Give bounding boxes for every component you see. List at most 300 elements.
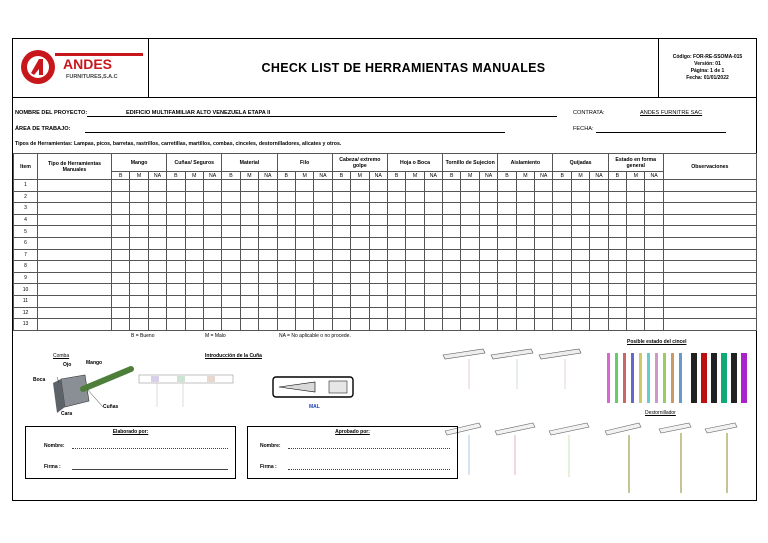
check-cell[interactable] (222, 191, 240, 203)
check-cell[interactable] (222, 319, 240, 331)
check-cell[interactable] (516, 226, 534, 238)
check-cell[interactable] (479, 226, 497, 238)
check-cell[interactable] (590, 203, 608, 215)
check-cell[interactable] (332, 319, 350, 331)
check-cell[interactable] (406, 180, 424, 192)
check-cell[interactable] (535, 284, 553, 296)
check-cell[interactable] (148, 249, 166, 261)
check-cell[interactable] (479, 307, 497, 319)
check-cell[interactable] (185, 295, 203, 307)
check-cell[interactable] (443, 214, 461, 226)
check-cell[interactable] (295, 203, 313, 215)
observation-cell[interactable] (663, 261, 756, 273)
check-cell[interactable] (443, 180, 461, 192)
check-cell[interactable] (277, 307, 295, 319)
tool-type-cell[interactable] (38, 226, 112, 238)
check-cell[interactable] (314, 249, 332, 261)
check-cell[interactable] (112, 307, 130, 319)
check-cell[interactable] (479, 237, 497, 249)
check-cell[interactable] (553, 295, 571, 307)
check-cell[interactable] (627, 203, 645, 215)
check-cell[interactable] (406, 272, 424, 284)
check-cell[interactable] (222, 261, 240, 273)
check-cell[interactable] (498, 226, 516, 238)
check-cell[interactable] (516, 319, 534, 331)
check-cell[interactable] (424, 284, 442, 296)
check-cell[interactable] (130, 295, 148, 307)
check-cell[interactable] (645, 295, 663, 307)
check-cell[interactable] (259, 214, 277, 226)
check-cell[interactable] (185, 272, 203, 284)
check-cell[interactable] (498, 191, 516, 203)
check-cell[interactable] (424, 180, 442, 192)
check-cell[interactable] (167, 261, 185, 273)
check-cell[interactable] (424, 307, 442, 319)
check-cell[interactable] (571, 261, 589, 273)
check-cell[interactable] (332, 307, 350, 319)
check-cell[interactable] (148, 191, 166, 203)
check-cell[interactable] (387, 214, 405, 226)
check-cell[interactable] (314, 180, 332, 192)
check-cell[interactable] (295, 284, 313, 296)
check-cell[interactable] (608, 319, 626, 331)
check-cell[interactable] (240, 203, 258, 215)
check-cell[interactable] (645, 237, 663, 249)
check-cell[interactable] (387, 307, 405, 319)
check-cell[interactable] (498, 214, 516, 226)
check-cell[interactable] (461, 203, 479, 215)
check-cell[interactable] (535, 249, 553, 261)
check-cell[interactable] (203, 249, 221, 261)
tool-type-cell[interactable] (38, 214, 112, 226)
tool-type-cell[interactable] (38, 180, 112, 192)
check-cell[interactable] (516, 214, 534, 226)
check-cell[interactable] (461, 295, 479, 307)
check-cell[interactable] (185, 284, 203, 296)
check-cell[interactable] (424, 295, 442, 307)
check-cell[interactable] (645, 284, 663, 296)
check-cell[interactable] (535, 237, 553, 249)
check-cell[interactable] (351, 319, 369, 331)
check-cell[interactable] (516, 191, 534, 203)
check-cell[interactable] (167, 284, 185, 296)
check-cell[interactable] (571, 249, 589, 261)
check-cell[interactable] (314, 237, 332, 249)
check-cell[interactable] (222, 272, 240, 284)
check-cell[interactable] (387, 249, 405, 261)
aprobado-nombre-line[interactable] (288, 448, 450, 449)
check-cell[interactable] (627, 284, 645, 296)
check-cell[interactable] (277, 319, 295, 331)
check-cell[interactable] (259, 249, 277, 261)
check-cell[interactable] (240, 295, 258, 307)
check-cell[interactable] (112, 261, 130, 273)
check-cell[interactable] (240, 214, 258, 226)
check-cell[interactable] (167, 214, 185, 226)
check-cell[interactable] (369, 180, 387, 192)
check-cell[interactable] (387, 226, 405, 238)
check-cell[interactable] (461, 226, 479, 238)
check-cell[interactable] (461, 214, 479, 226)
check-cell[interactable] (535, 226, 553, 238)
observation-cell[interactable] (663, 180, 756, 192)
check-cell[interactable] (148, 214, 166, 226)
check-cell[interactable] (240, 284, 258, 296)
check-cell[interactable] (277, 261, 295, 273)
check-cell[interactable] (222, 295, 240, 307)
check-cell[interactable] (424, 272, 442, 284)
check-cell[interactable] (461, 307, 479, 319)
check-cell[interactable] (443, 284, 461, 296)
observation-cell[interactable] (663, 307, 756, 319)
elaborado-firma-line[interactable] (72, 469, 228, 470)
check-cell[interactable] (387, 191, 405, 203)
check-cell[interactable] (627, 180, 645, 192)
check-cell[interactable] (590, 295, 608, 307)
check-cell[interactable] (645, 203, 663, 215)
check-cell[interactable] (112, 191, 130, 203)
check-cell[interactable] (479, 180, 497, 192)
check-cell[interactable] (240, 249, 258, 261)
check-cell[interactable] (332, 295, 350, 307)
check-cell[interactable] (387, 319, 405, 331)
tool-type-cell[interactable] (38, 261, 112, 273)
check-cell[interactable] (498, 272, 516, 284)
check-cell[interactable] (295, 261, 313, 273)
check-cell[interactable] (112, 203, 130, 215)
check-cell[interactable] (167, 249, 185, 261)
check-cell[interactable] (351, 191, 369, 203)
observation-cell[interactable] (663, 284, 756, 296)
check-cell[interactable] (112, 295, 130, 307)
check-cell[interactable] (479, 249, 497, 261)
check-cell[interactable] (277, 226, 295, 238)
check-cell[interactable] (608, 226, 626, 238)
observation-cell[interactable] (663, 226, 756, 238)
check-cell[interactable] (351, 307, 369, 319)
check-cell[interactable] (406, 319, 424, 331)
check-cell[interactable] (406, 284, 424, 296)
check-cell[interactable] (461, 319, 479, 331)
check-cell[interactable] (112, 319, 130, 331)
check-cell[interactable] (277, 237, 295, 249)
check-cell[interactable] (406, 203, 424, 215)
check-cell[interactable] (387, 203, 405, 215)
check-cell[interactable] (535, 203, 553, 215)
check-cell[interactable] (590, 272, 608, 284)
check-cell[interactable] (130, 261, 148, 273)
check-cell[interactable] (277, 295, 295, 307)
check-cell[interactable] (424, 249, 442, 261)
check-cell[interactable] (535, 191, 553, 203)
check-cell[interactable] (222, 180, 240, 192)
check-cell[interactable] (295, 249, 313, 261)
check-cell[interactable] (369, 307, 387, 319)
check-cell[interactable] (571, 180, 589, 192)
check-cell[interactable] (387, 295, 405, 307)
check-cell[interactable] (553, 249, 571, 261)
check-cell[interactable] (516, 261, 534, 273)
check-cell[interactable] (240, 226, 258, 238)
check-cell[interactable] (590, 180, 608, 192)
observation-cell[interactable] (663, 319, 756, 331)
check-cell[interactable] (240, 261, 258, 273)
check-cell[interactable] (167, 191, 185, 203)
check-cell[interactable] (112, 237, 130, 249)
check-cell[interactable] (553, 191, 571, 203)
check-cell[interactable] (203, 237, 221, 249)
check-cell[interactable] (571, 307, 589, 319)
observation-cell[interactable] (663, 295, 756, 307)
check-cell[interactable] (259, 191, 277, 203)
check-cell[interactable] (369, 226, 387, 238)
check-cell[interactable] (406, 261, 424, 273)
check-cell[interactable] (535, 214, 553, 226)
check-cell[interactable] (553, 261, 571, 273)
check-cell[interactable] (277, 203, 295, 215)
check-cell[interactable] (516, 295, 534, 307)
check-cell[interactable] (443, 261, 461, 273)
check-cell[interactable] (479, 203, 497, 215)
check-cell[interactable] (608, 237, 626, 249)
check-cell[interactable] (406, 214, 424, 226)
check-cell[interactable] (240, 180, 258, 192)
check-cell[interactable] (185, 307, 203, 319)
check-cell[interactable] (424, 261, 442, 273)
check-cell[interactable] (148, 203, 166, 215)
check-cell[interactable] (369, 249, 387, 261)
observation-cell[interactable] (663, 203, 756, 215)
check-cell[interactable] (516, 203, 534, 215)
check-cell[interactable] (645, 226, 663, 238)
check-cell[interactable] (461, 180, 479, 192)
check-cell[interactable] (461, 284, 479, 296)
check-cell[interactable] (167, 307, 185, 319)
check-cell[interactable] (203, 284, 221, 296)
check-cell[interactable] (130, 307, 148, 319)
check-cell[interactable] (314, 284, 332, 296)
check-cell[interactable] (443, 272, 461, 284)
tool-type-cell[interactable] (38, 307, 112, 319)
check-cell[interactable] (314, 272, 332, 284)
check-cell[interactable] (240, 191, 258, 203)
check-cell[interactable] (332, 214, 350, 226)
check-cell[interactable] (571, 203, 589, 215)
check-cell[interactable] (406, 191, 424, 203)
check-cell[interactable] (130, 180, 148, 192)
check-cell[interactable] (130, 272, 148, 284)
check-cell[interactable] (627, 307, 645, 319)
check-cell[interactable] (259, 272, 277, 284)
check-cell[interactable] (351, 214, 369, 226)
check-cell[interactable] (203, 307, 221, 319)
check-cell[interactable] (259, 319, 277, 331)
check-cell[interactable] (645, 191, 663, 203)
check-cell[interactable] (112, 214, 130, 226)
check-cell[interactable] (369, 191, 387, 203)
check-cell[interactable] (314, 214, 332, 226)
check-cell[interactable] (590, 191, 608, 203)
check-cell[interactable] (571, 295, 589, 307)
check-cell[interactable] (608, 180, 626, 192)
check-cell[interactable] (645, 272, 663, 284)
check-cell[interactable] (406, 237, 424, 249)
check-cell[interactable] (608, 284, 626, 296)
check-cell[interactable] (130, 249, 148, 261)
check-cell[interactable] (461, 249, 479, 261)
check-cell[interactable] (167, 295, 185, 307)
check-cell[interactable] (535, 261, 553, 273)
check-cell[interactable] (130, 203, 148, 215)
check-cell[interactable] (112, 284, 130, 296)
check-cell[interactable] (443, 191, 461, 203)
check-cell[interactable] (295, 237, 313, 249)
check-cell[interactable] (295, 272, 313, 284)
check-cell[interactable] (259, 226, 277, 238)
check-cell[interactable] (185, 226, 203, 238)
check-cell[interactable] (498, 180, 516, 192)
tool-type-cell[interactable] (38, 295, 112, 307)
check-cell[interactable] (130, 226, 148, 238)
check-cell[interactable] (571, 226, 589, 238)
check-cell[interactable] (351, 203, 369, 215)
check-cell[interactable] (259, 180, 277, 192)
tool-type-cell[interactable] (38, 237, 112, 249)
check-cell[interactable] (535, 319, 553, 331)
check-cell[interactable] (590, 284, 608, 296)
check-cell[interactable] (332, 191, 350, 203)
check-cell[interactable] (185, 180, 203, 192)
check-cell[interactable] (203, 214, 221, 226)
check-cell[interactable] (498, 261, 516, 273)
check-cell[interactable] (332, 249, 350, 261)
check-cell[interactable] (479, 214, 497, 226)
check-cell[interactable] (130, 214, 148, 226)
check-cell[interactable] (277, 180, 295, 192)
check-cell[interactable] (608, 261, 626, 273)
check-cell[interactable] (240, 237, 258, 249)
check-cell[interactable] (351, 261, 369, 273)
check-cell[interactable] (387, 272, 405, 284)
check-cell[interactable] (627, 237, 645, 249)
aprobado-firma-line[interactable] (288, 469, 450, 470)
check-cell[interactable] (645, 180, 663, 192)
check-cell[interactable] (369, 214, 387, 226)
check-cell[interactable] (479, 261, 497, 273)
check-cell[interactable] (332, 284, 350, 296)
check-cell[interactable] (608, 272, 626, 284)
check-cell[interactable] (222, 214, 240, 226)
check-cell[interactable] (185, 319, 203, 331)
check-cell[interactable] (369, 272, 387, 284)
check-cell[interactable] (461, 237, 479, 249)
check-cell[interactable] (553, 237, 571, 249)
check-cell[interactable] (148, 237, 166, 249)
check-cell[interactable] (332, 203, 350, 215)
check-cell[interactable] (498, 237, 516, 249)
check-cell[interactable] (608, 191, 626, 203)
check-cell[interactable] (203, 191, 221, 203)
check-cell[interactable] (259, 237, 277, 249)
check-cell[interactable] (590, 249, 608, 261)
check-cell[interactable] (130, 191, 148, 203)
check-cell[interactable] (498, 295, 516, 307)
check-cell[interactable] (240, 272, 258, 284)
check-cell[interactable] (406, 307, 424, 319)
observation-cell[interactable] (663, 191, 756, 203)
check-cell[interactable] (167, 203, 185, 215)
check-cell[interactable] (240, 307, 258, 319)
check-cell[interactable] (627, 319, 645, 331)
check-cell[interactable] (167, 272, 185, 284)
check-cell[interactable] (590, 319, 608, 331)
observation-cell[interactable] (663, 214, 756, 226)
check-cell[interactable] (516, 180, 534, 192)
check-cell[interactable] (406, 295, 424, 307)
check-cell[interactable] (516, 307, 534, 319)
check-cell[interactable] (608, 203, 626, 215)
tool-type-cell[interactable] (38, 319, 112, 331)
check-cell[interactable] (553, 284, 571, 296)
check-cell[interactable] (185, 249, 203, 261)
check-cell[interactable] (553, 203, 571, 215)
check-cell[interactable] (627, 272, 645, 284)
check-cell[interactable] (351, 180, 369, 192)
check-cell[interactable] (295, 226, 313, 238)
observation-cell[interactable] (663, 237, 756, 249)
check-cell[interactable] (608, 249, 626, 261)
check-cell[interactable] (148, 319, 166, 331)
check-cell[interactable] (627, 261, 645, 273)
check-cell[interactable] (516, 237, 534, 249)
check-cell[interactable] (332, 180, 350, 192)
check-cell[interactable] (351, 295, 369, 307)
check-cell[interactable] (571, 214, 589, 226)
check-cell[interactable] (479, 284, 497, 296)
check-cell[interactable] (424, 191, 442, 203)
check-cell[interactable] (535, 180, 553, 192)
check-cell[interactable] (608, 307, 626, 319)
check-cell[interactable] (203, 180, 221, 192)
observation-cell[interactable] (663, 272, 756, 284)
check-cell[interactable] (571, 319, 589, 331)
check-cell[interactable] (148, 295, 166, 307)
check-cell[interactable] (498, 319, 516, 331)
check-cell[interactable] (203, 261, 221, 273)
check-cell[interactable] (148, 307, 166, 319)
check-cell[interactable] (645, 214, 663, 226)
check-cell[interactable] (167, 180, 185, 192)
check-cell[interactable] (222, 203, 240, 215)
check-cell[interactable] (369, 319, 387, 331)
tool-type-cell[interactable] (38, 203, 112, 215)
check-cell[interactable] (443, 307, 461, 319)
check-cell[interactable] (185, 214, 203, 226)
check-cell[interactable] (461, 191, 479, 203)
check-cell[interactable] (259, 203, 277, 215)
check-cell[interactable] (424, 214, 442, 226)
check-cell[interactable] (314, 261, 332, 273)
check-cell[interactable] (627, 295, 645, 307)
check-cell[interactable] (369, 284, 387, 296)
check-cell[interactable] (627, 249, 645, 261)
check-cell[interactable] (387, 237, 405, 249)
check-cell[interactable] (240, 319, 258, 331)
check-cell[interactable] (277, 272, 295, 284)
check-cell[interactable] (590, 261, 608, 273)
check-cell[interactable] (314, 319, 332, 331)
check-cell[interactable] (387, 284, 405, 296)
